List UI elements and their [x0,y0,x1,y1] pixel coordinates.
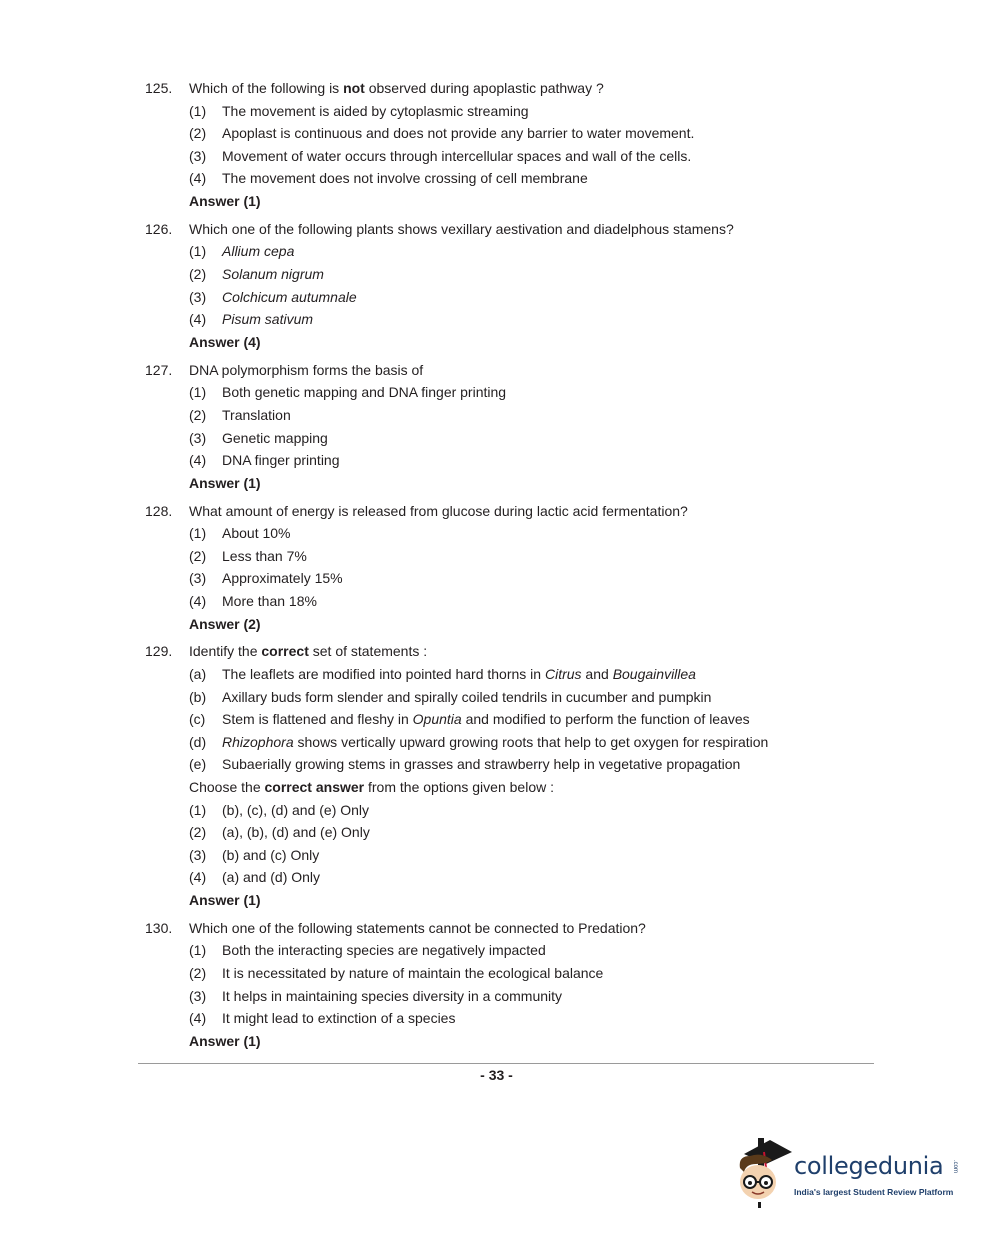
option-text [222,286,357,309]
italic-text: Rhizophora [222,733,294,750]
text-run: (b) and (c) Only [222,846,320,863]
option-text [222,753,740,776]
option-line [0,753,993,776]
text-run: Identify the [189,643,262,660]
text-run: Axillary buds form slender and spirally coiled tendrils in cucumber and pumpkin [222,688,712,705]
option-text [222,985,562,1008]
text-run: set of statements : [308,643,428,660]
option-number: (3) [189,288,207,305]
text-run: Genetic mapping [222,429,328,446]
option-number: (2) [189,266,207,283]
option-text [222,240,294,263]
italic-text: Colchicum autumnale [222,288,357,305]
question-number: 127. [145,361,173,378]
answer-option-line [0,844,993,867]
option-line [0,731,993,754]
option-number: (2) [189,125,207,142]
question-list [0,77,993,1058]
text-run: and modified to perform the function of leaves [461,711,750,728]
page-number: - 33 - [480,1067,513,1083]
option-line [0,962,993,985]
question-text [189,917,646,940]
option-line [0,263,993,286]
option-number: (3) [189,429,207,446]
option-text [222,308,313,331]
mascot-icon [736,1138,794,1208]
option-text [222,708,750,731]
text-run: Less than 7% [222,547,307,564]
option-number: (2) [189,547,207,564]
question-block [0,500,993,641]
question-number: 128. [145,502,173,519]
option-line [0,286,993,309]
option-text [222,799,369,822]
question-stem [0,500,993,523]
option-line [0,708,993,731]
answer-option-line [0,799,993,822]
text-run: More than 18% [222,592,317,609]
question-text [189,500,688,523]
option-number: (a) [189,666,207,683]
text-run: Subaerially growing stems in grasses and strawberry help in vegetative propagation [222,756,741,773]
option-line [0,427,993,450]
question-number: 130. [145,919,173,936]
question-number: 129. [145,643,173,660]
option-text [222,381,506,404]
option-line [0,522,993,545]
option-text [222,844,319,867]
answer-key: Answer (2) [189,615,261,632]
text-run: (a) and (d) Only [222,869,321,886]
answer-line [0,190,993,213]
option-text [222,404,291,427]
option-text [222,145,691,168]
question-block [0,917,993,1058]
option-line [0,545,993,568]
question-text [189,77,604,100]
text-run: Which one of the following statements cannot be connected to Predation? [189,919,646,936]
answer-key: Answer (1) [189,192,261,209]
question-stem [0,917,993,940]
brand-suffix: .com [952,1160,958,1174]
bold-text: not [343,80,365,96]
question-stem [0,218,993,241]
answer-line [0,331,993,354]
answer-line [0,613,993,636]
text-run: The movement is aided by cytoplasmic streaming [222,102,529,119]
option-number: (1) [189,525,207,542]
question-block [0,640,993,916]
option-text [222,821,370,844]
option-number: (2) [189,965,207,982]
option-number: (4) [189,1010,207,1027]
option-line [0,1007,993,1030]
italic-text: Opuntia [412,711,462,728]
text-run: It might lead to extinction of a species [222,1010,456,1027]
question-number: 125. [145,80,173,96]
text-run: Which one of the following plants shows vexillary aestivation and diadelphous stamens? [189,220,734,237]
text-run: DNA polymorphism forms the basis of [189,361,424,378]
question-stem [0,640,993,663]
answer-line [0,1030,993,1053]
answer-key: Answer (4) [189,333,261,350]
option-number: (c) [189,711,206,728]
option-number: (2) [189,406,207,423]
option-line [0,381,993,404]
brand-name: collegedunia [794,1152,944,1180]
text-run: Movement of water occurs through intercellular spaces and wall of the cells. [222,147,692,164]
text-run: (b), (c), (d) and (e) Only [222,801,370,818]
answer-line [0,889,993,912]
option-line [0,663,993,686]
option-number: (1) [189,801,207,818]
option-number: (4) [189,452,207,469]
brand-tagline: India's largest Student Review Platform [794,1187,954,1197]
option-line [0,167,993,190]
text-run: Choose the [189,779,265,795]
option-text [222,545,307,568]
option-line [0,939,993,962]
option-text [222,866,320,889]
text-run: Translation [222,406,291,423]
answer-line [0,472,993,495]
option-number: (1) [189,243,207,260]
option-line [0,449,993,472]
answer-key: Answer (1) [189,474,261,491]
question-text [189,640,427,663]
option-line [0,122,993,145]
option-number: (4) [189,869,207,886]
option-text [222,731,768,754]
question-block [0,359,993,500]
collegedunia-logo [736,1138,966,1208]
option-text [222,522,291,545]
bold-text: correct answer [264,779,365,795]
option-number: (b) [189,688,207,705]
option-number: (1) [189,102,207,119]
text-run: shows vertically upward growing roots that help to get oxygen for respiration [293,733,769,750]
question-text [189,218,734,241]
answer-key: Answer (1) [189,891,261,908]
option-line [0,985,993,1008]
option-text [222,1007,455,1030]
text-run: observed during apoplastic pathway ? [364,80,604,96]
option-number: (4) [189,592,207,609]
question-number: 126. [145,220,173,237]
text-run: It is necessitated by nature of maintain the ecological balance [222,965,604,982]
text-run: Stem is flattened and fleshy in [222,711,413,728]
text-run: Both the interacting species are negatively impacted [222,942,546,959]
text-run: Approximately 15% [222,570,343,587]
option-text [222,939,546,962]
question-instruction [0,776,993,799]
text-run: Both genetic mapping and DNA finger printing [222,384,507,401]
option-number: (2) [189,824,207,841]
footer-divider [138,1063,874,1064]
italic-text: Bougainvillea [612,666,696,683]
answer-key: Answer (1) [189,1032,261,1049]
option-text [222,567,343,590]
italic-text: Allium cepa [222,243,295,260]
option-number: (3) [189,147,207,164]
text-run: and [581,666,613,683]
text-run: The leaflets are modified into pointed hard thorns in [222,666,545,683]
bold-text: correct [261,643,309,660]
option-number: (3) [189,987,207,1004]
option-line [0,240,993,263]
option-number: (4) [189,311,207,328]
option-line [0,145,993,168]
option-text [222,122,694,145]
option-line [0,590,993,613]
option-text [222,590,317,613]
option-text [222,686,711,709]
option-text [222,167,588,190]
question-block [0,218,993,359]
option-line [0,100,993,123]
question-block [0,77,993,218]
question-text [189,359,423,382]
option-line [0,567,993,590]
option-text [222,100,529,123]
option-line [0,308,993,331]
option-number: (1) [189,942,207,959]
answer-option-line [0,821,993,844]
answer-option-line [0,866,993,889]
question-spacer [0,1052,993,1057]
italic-text: Solanum nigrum [222,266,324,283]
text-run: What amount of energy is released from glucose during lactic acid fermentation? [189,502,688,519]
option-number: (4) [189,170,207,187]
italic-text: Citrus [544,666,582,683]
option-text [222,663,696,686]
text-run: About 10% [222,525,291,542]
text-run: The movement does not involve crossing of cell membrane [222,170,588,187]
option-line [0,686,993,709]
text-run: from the options given below : [364,779,554,795]
option-number: (d) [189,733,207,750]
option-line [0,404,993,427]
text-run: It helps in maintaining species diversity in a community [222,987,563,1004]
option-text [222,449,340,472]
question-stem [0,77,993,100]
text-run: Which of the following is [189,80,344,96]
question-stem [0,359,993,382]
option-text [222,263,324,286]
text-run: Apoplast is continuous and does not provide any barrier to water movement. [222,125,695,142]
italic-text: Pisum sativum [222,311,314,328]
option-number: (3) [189,570,207,587]
option-text [222,427,328,450]
text-run: (a), (b), (d) and (e) Only [222,824,370,841]
text-run: DNA finger printing [222,452,340,469]
option-number: (1) [189,384,207,401]
option-number: (3) [189,846,207,863]
option-number: (e) [189,756,207,773]
option-text [222,962,603,985]
instruction-text [189,776,554,799]
